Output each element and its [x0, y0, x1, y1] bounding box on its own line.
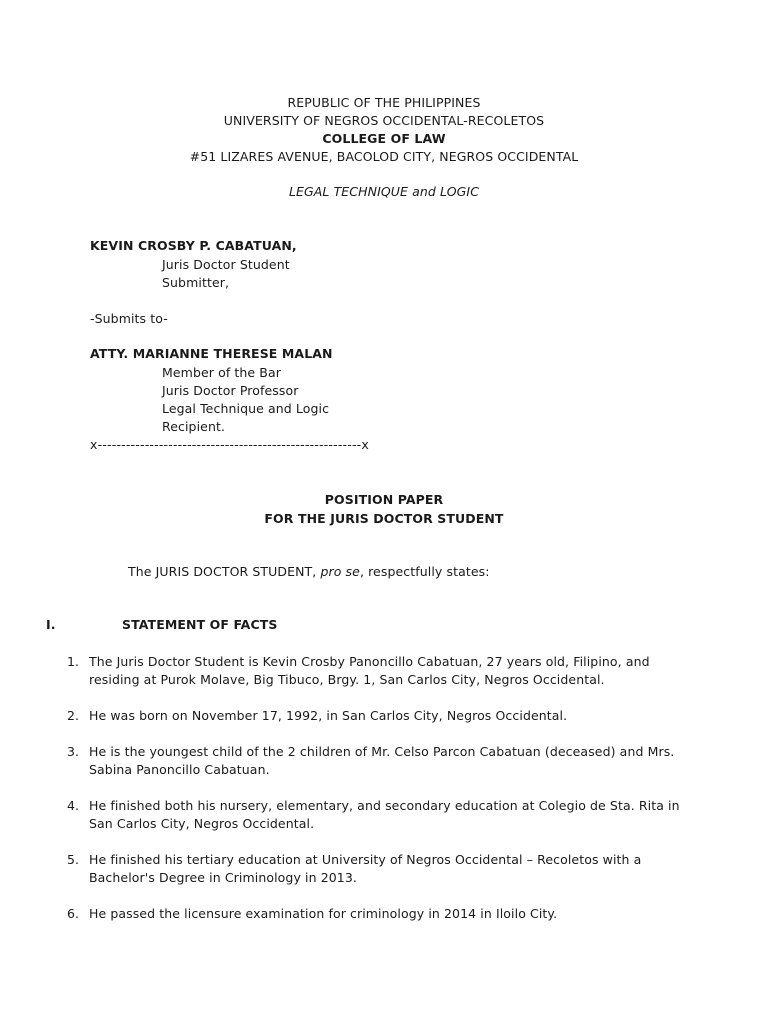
fact-item [64, 707, 704, 725]
fact-number: 1. [67, 654, 80, 669]
recipient-course: Legal Technique and Logic [162, 401, 330, 416]
header-republic: REPUBLIC OF THE PHILIPPINES [287, 95, 481, 110]
course-subject: LEGAL TECHNIQUE and LOGIC [288, 184, 480, 199]
fact-text: He passed the licensure examination for criminology in 2014 in Iloilo City. [89, 906, 558, 921]
submitter-role: Juris Doctor Student [162, 257, 290, 272]
fact-number: 5. [67, 852, 80, 867]
header-university: UNIVERSITY OF NEGROS OCCIDENTAL-RECOLETOS [223, 113, 545, 128]
header-address: #51 LIZARES AVENUE, BACOLOD CITY, NEGROS OCCIDENTAL [189, 149, 579, 164]
fact-text: He finished both his nursery, elementary, and secondary education at Colegio de Sta. Rita in San Carlos City, Negros Occidental. [89, 798, 680, 831]
title-line-1: POSITION PAPER [324, 492, 444, 507]
fact-number: 2. [67, 708, 80, 723]
document-title [0, 490, 768, 528]
fact-item [64, 851, 704, 887]
section-title: STATEMENT OF FACTS [122, 617, 278, 632]
fact-text: He was born on November 17, 1992, in San Carlos City, Negros Occidental. [89, 708, 568, 723]
recipient-name: ATTY. MARIANNE THERESE MALAN [90, 346, 333, 361]
submits-to-label: -Submits to- [90, 311, 168, 326]
section-number: I. [46, 617, 56, 632]
recipient-position: Juris Doctor Professor [162, 383, 299, 398]
recipient-label: Recipient. [162, 419, 226, 434]
facts-list [64, 653, 704, 941]
fact-text: He is the youngest child of the 2 children of Mr. Celso Parcon Cabatuan (deceased) and Mrs. Sabina Panoncillo Cabatuan. [89, 744, 675, 777]
fact-number: 3. [67, 744, 80, 759]
document-header [0, 94, 768, 166]
recipient-membership: Member of the Bar [162, 365, 281, 380]
intro-text-after: , respectfully states: [359, 564, 490, 579]
intro-statement [128, 564, 490, 579]
submitter-label: Submitter, [162, 275, 230, 290]
fact-item [64, 653, 704, 689]
fact-item [64, 797, 704, 833]
section-divider: x--------------------------------------------------------x [90, 437, 369, 452]
fact-text: He finished his tertiary education at University of Negros Occidental – Recoletos with a Bachelor's Degree in Criminology in 2013. [89, 852, 642, 885]
fact-number: 6. [67, 906, 80, 921]
submitter-name: KEVIN CROSBY P. CABATUAN, [90, 238, 297, 253]
fact-text: The Juris Doctor Student is Kevin Crosby Panoncillo Cabatuan, 27 years old, Filipino, and residing at Purok Molave, Big Tibuco, Brgy. 1, San Carlos City, Negros Occidental. [89, 654, 650, 687]
fact-number: 4. [67, 798, 80, 813]
title-line-2: FOR THE JURIS DOCTOR STUDENT [264, 511, 504, 526]
fact-item [64, 743, 704, 779]
intro-pro-se: pro se [320, 564, 360, 579]
fact-item [64, 905, 704, 923]
intro-text-before: The JURIS DOCTOR STUDENT, [128, 564, 321, 579]
header-college: COLLEGE OF LAW [322, 131, 446, 146]
